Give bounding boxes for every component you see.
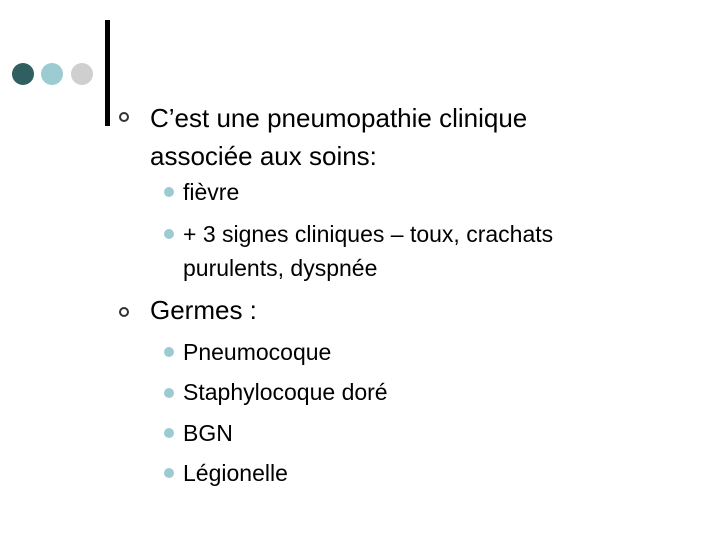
sub-bullet-text: fièvre xyxy=(183,179,240,205)
sub-bullet-text: Légionelle xyxy=(183,460,288,486)
filled-circle-bullet-icon xyxy=(164,468,174,478)
filled-circle-bullet-icon xyxy=(164,347,174,357)
sub-bullet-text: Staphylocoque doré xyxy=(183,379,388,405)
bullet-text: Germes : xyxy=(150,295,257,325)
hollow-circle-bullet-icon xyxy=(119,112,129,122)
decor-dot-light xyxy=(71,63,93,85)
decor-vertical-rule xyxy=(105,20,110,126)
filled-circle-bullet-icon xyxy=(164,428,174,438)
bullet-text-line: C’est une pneumopathie clinique xyxy=(150,103,528,133)
sub-bullet-text: Pneumocoque xyxy=(183,339,332,365)
filled-circle-bullet-icon xyxy=(164,187,174,197)
sub-bullet-text-line: purulents, dyspnée xyxy=(183,255,378,281)
filled-circle-bullet-icon xyxy=(164,388,174,398)
decor-dot-mid xyxy=(41,63,63,85)
bullet-text-line: associée aux soins: xyxy=(150,141,377,171)
decor-dot-dark xyxy=(12,63,34,85)
filled-circle-bullet-icon xyxy=(164,229,174,239)
sub-bullet-text-line: + 3 signes cliniques – toux, crachats xyxy=(183,221,554,247)
sub-bullet-text: BGN xyxy=(183,420,233,446)
hollow-circle-bullet-icon xyxy=(119,307,129,317)
